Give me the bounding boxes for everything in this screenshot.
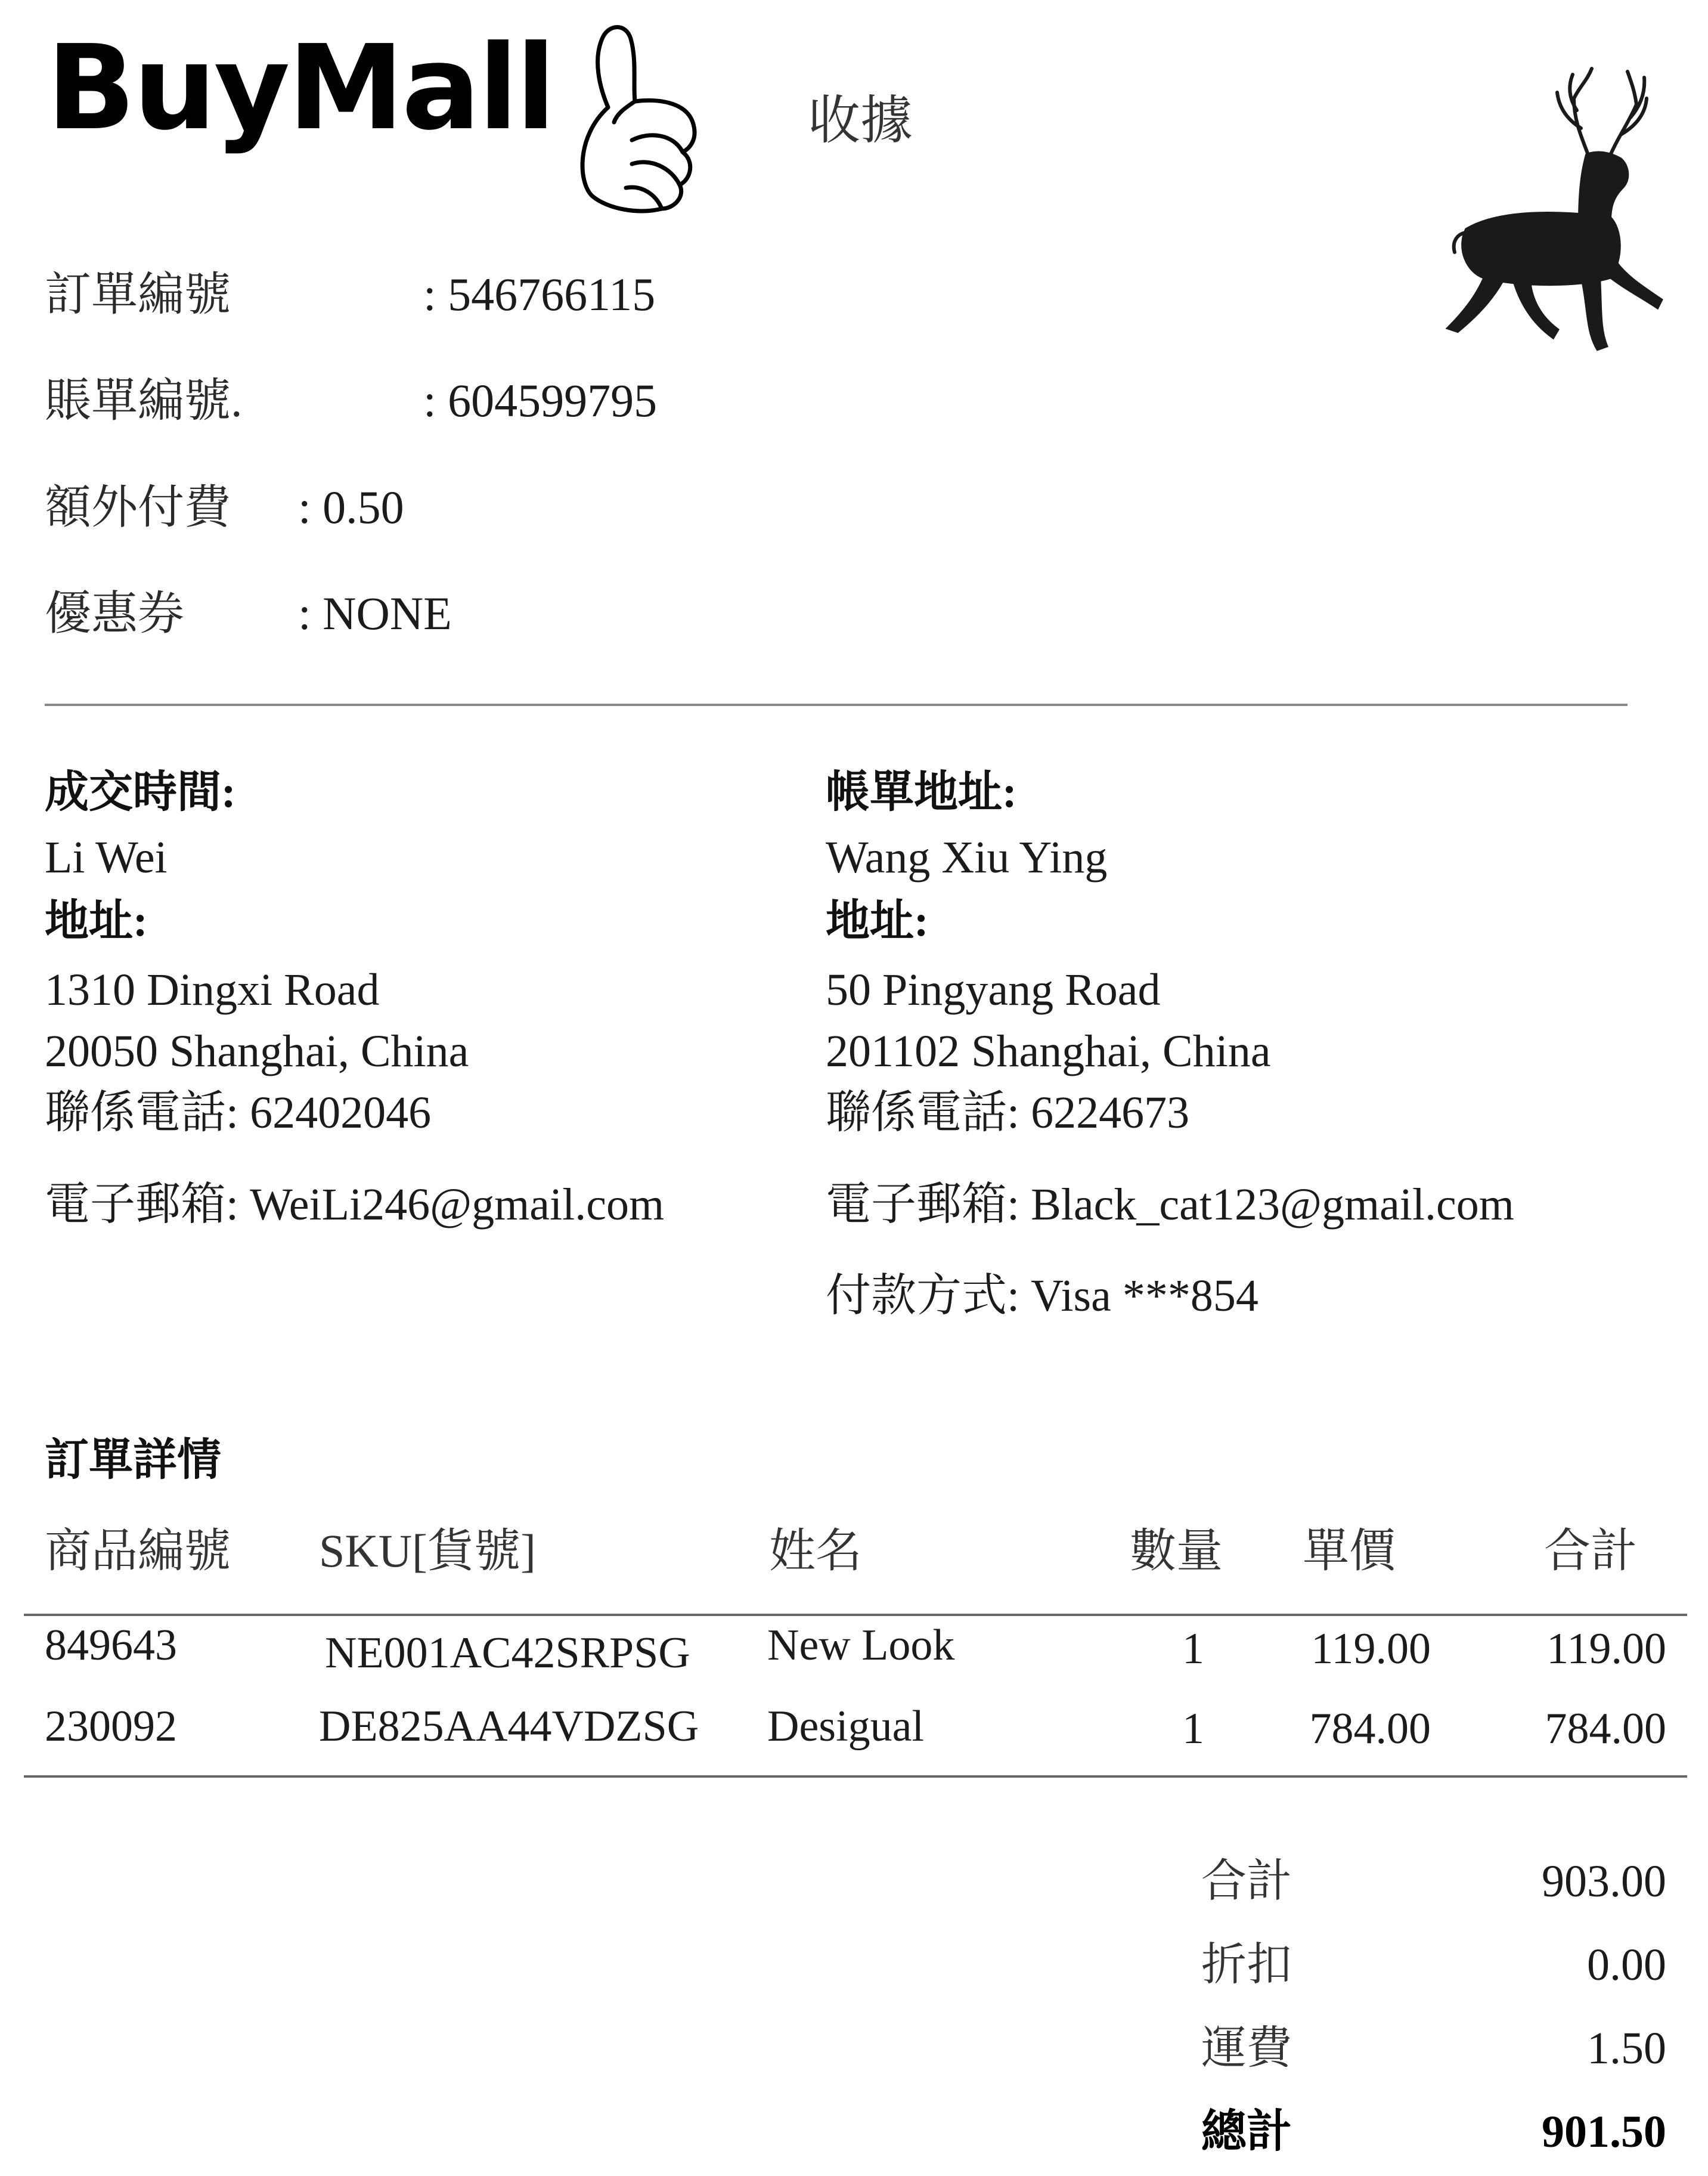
name-cell: Desigual xyxy=(767,1702,925,1751)
deer-silhouette xyxy=(1431,51,1681,367)
unit-price-cell: 119.00 xyxy=(1311,1624,1431,1673)
extra-charge-value: : 0.50 xyxy=(298,481,404,533)
col-header-qty: 數量 xyxy=(1130,1525,1223,1577)
coupon-label: 優惠券 xyxy=(45,587,185,639)
document-title: 收據 xyxy=(808,92,913,150)
buyer-address-heading: 地址: xyxy=(45,897,148,946)
billing-address-line1: 50 Pingyang Road xyxy=(826,965,1161,1015)
buyer-address-line1: 1310 Dingxi Road xyxy=(45,965,380,1015)
subtotal-value: 903.00 xyxy=(1542,1856,1666,1906)
qty-cell: 1 xyxy=(1182,1704,1204,1753)
thumbs-up-icon xyxy=(566,18,709,221)
bill-number-label: 賬單編號. xyxy=(45,374,243,426)
col-header-sku: SKU[貨號] xyxy=(319,1525,536,1577)
section-divider xyxy=(45,704,1628,706)
line-total-cell: 784.00 xyxy=(1545,1704,1666,1753)
buyer-heading: 成交時間: xyxy=(45,768,236,817)
col-header-total: 合計 xyxy=(1544,1525,1638,1577)
billing-heading: 帳單地址: xyxy=(826,768,1017,817)
discount-value: 0.00 xyxy=(1587,1940,1666,1990)
shipping-value: 1.50 xyxy=(1587,2023,1666,2073)
sku-cell: NE001AC42SRPSG xyxy=(325,1629,690,1677)
billing-address-line2: 201102 Shanghai, China xyxy=(826,1026,1271,1076)
col-header-item-no: 商品編號 xyxy=(45,1525,231,1577)
name-cell: New Look xyxy=(767,1621,955,1670)
col-header-name: 姓名 xyxy=(769,1525,863,1577)
order-number-label: 訂單編號 xyxy=(45,268,231,320)
coupon-value: : NONE xyxy=(298,587,452,639)
table-bottom-rule xyxy=(24,1775,1687,1778)
line-total-cell: 119.00 xyxy=(1546,1624,1666,1673)
col-header-unit-price: 單價 xyxy=(1303,1525,1396,1577)
brand-logo: BuyMall xyxy=(47,20,554,156)
grand-total-value: 901.50 xyxy=(1542,2107,1666,2157)
billing-name: Wang Xiu Ying xyxy=(826,832,1108,883)
payment-method: 付款方式: Visa ***854 xyxy=(826,1271,1258,1321)
shipping-label: 運費 xyxy=(1201,2023,1292,2073)
item-no-cell: 849643 xyxy=(45,1621,177,1670)
billing-phone: 聯係電話: 6224673 xyxy=(826,1088,1190,1138)
billing-address-heading: 地址: xyxy=(826,897,929,946)
item-no-cell: 230092 xyxy=(45,1702,177,1751)
discount-label: 折扣 xyxy=(1201,1940,1292,1990)
grand-total-label: 總計 xyxy=(1201,2107,1292,2157)
sku-cell: DE825AA44VDZSG xyxy=(319,1702,699,1751)
billing-email: 電子郵箱: Black_cat123@gmail.com xyxy=(826,1180,1514,1230)
extra-charge-label: 額外付費 xyxy=(45,481,231,533)
buyer-name: Li Wei xyxy=(45,832,168,883)
qty-cell: 1 xyxy=(1182,1624,1204,1673)
table-header-rule xyxy=(24,1614,1687,1616)
buyer-email: 電子郵箱: WeiLi246@gmail.com xyxy=(45,1180,665,1230)
subtotal-label: 合計 xyxy=(1201,1856,1292,1906)
buyer-phone: 聯係電話: 62402046 xyxy=(45,1088,432,1138)
bill-number-value: : 604599795 xyxy=(423,374,658,426)
order-number-value: : 546766115 xyxy=(423,268,656,320)
order-details-heading: 訂單詳情 xyxy=(45,1436,221,1485)
buyer-address-line2: 20050 Shanghai, China xyxy=(45,1026,469,1076)
unit-price-cell: 784.00 xyxy=(1309,1704,1431,1753)
